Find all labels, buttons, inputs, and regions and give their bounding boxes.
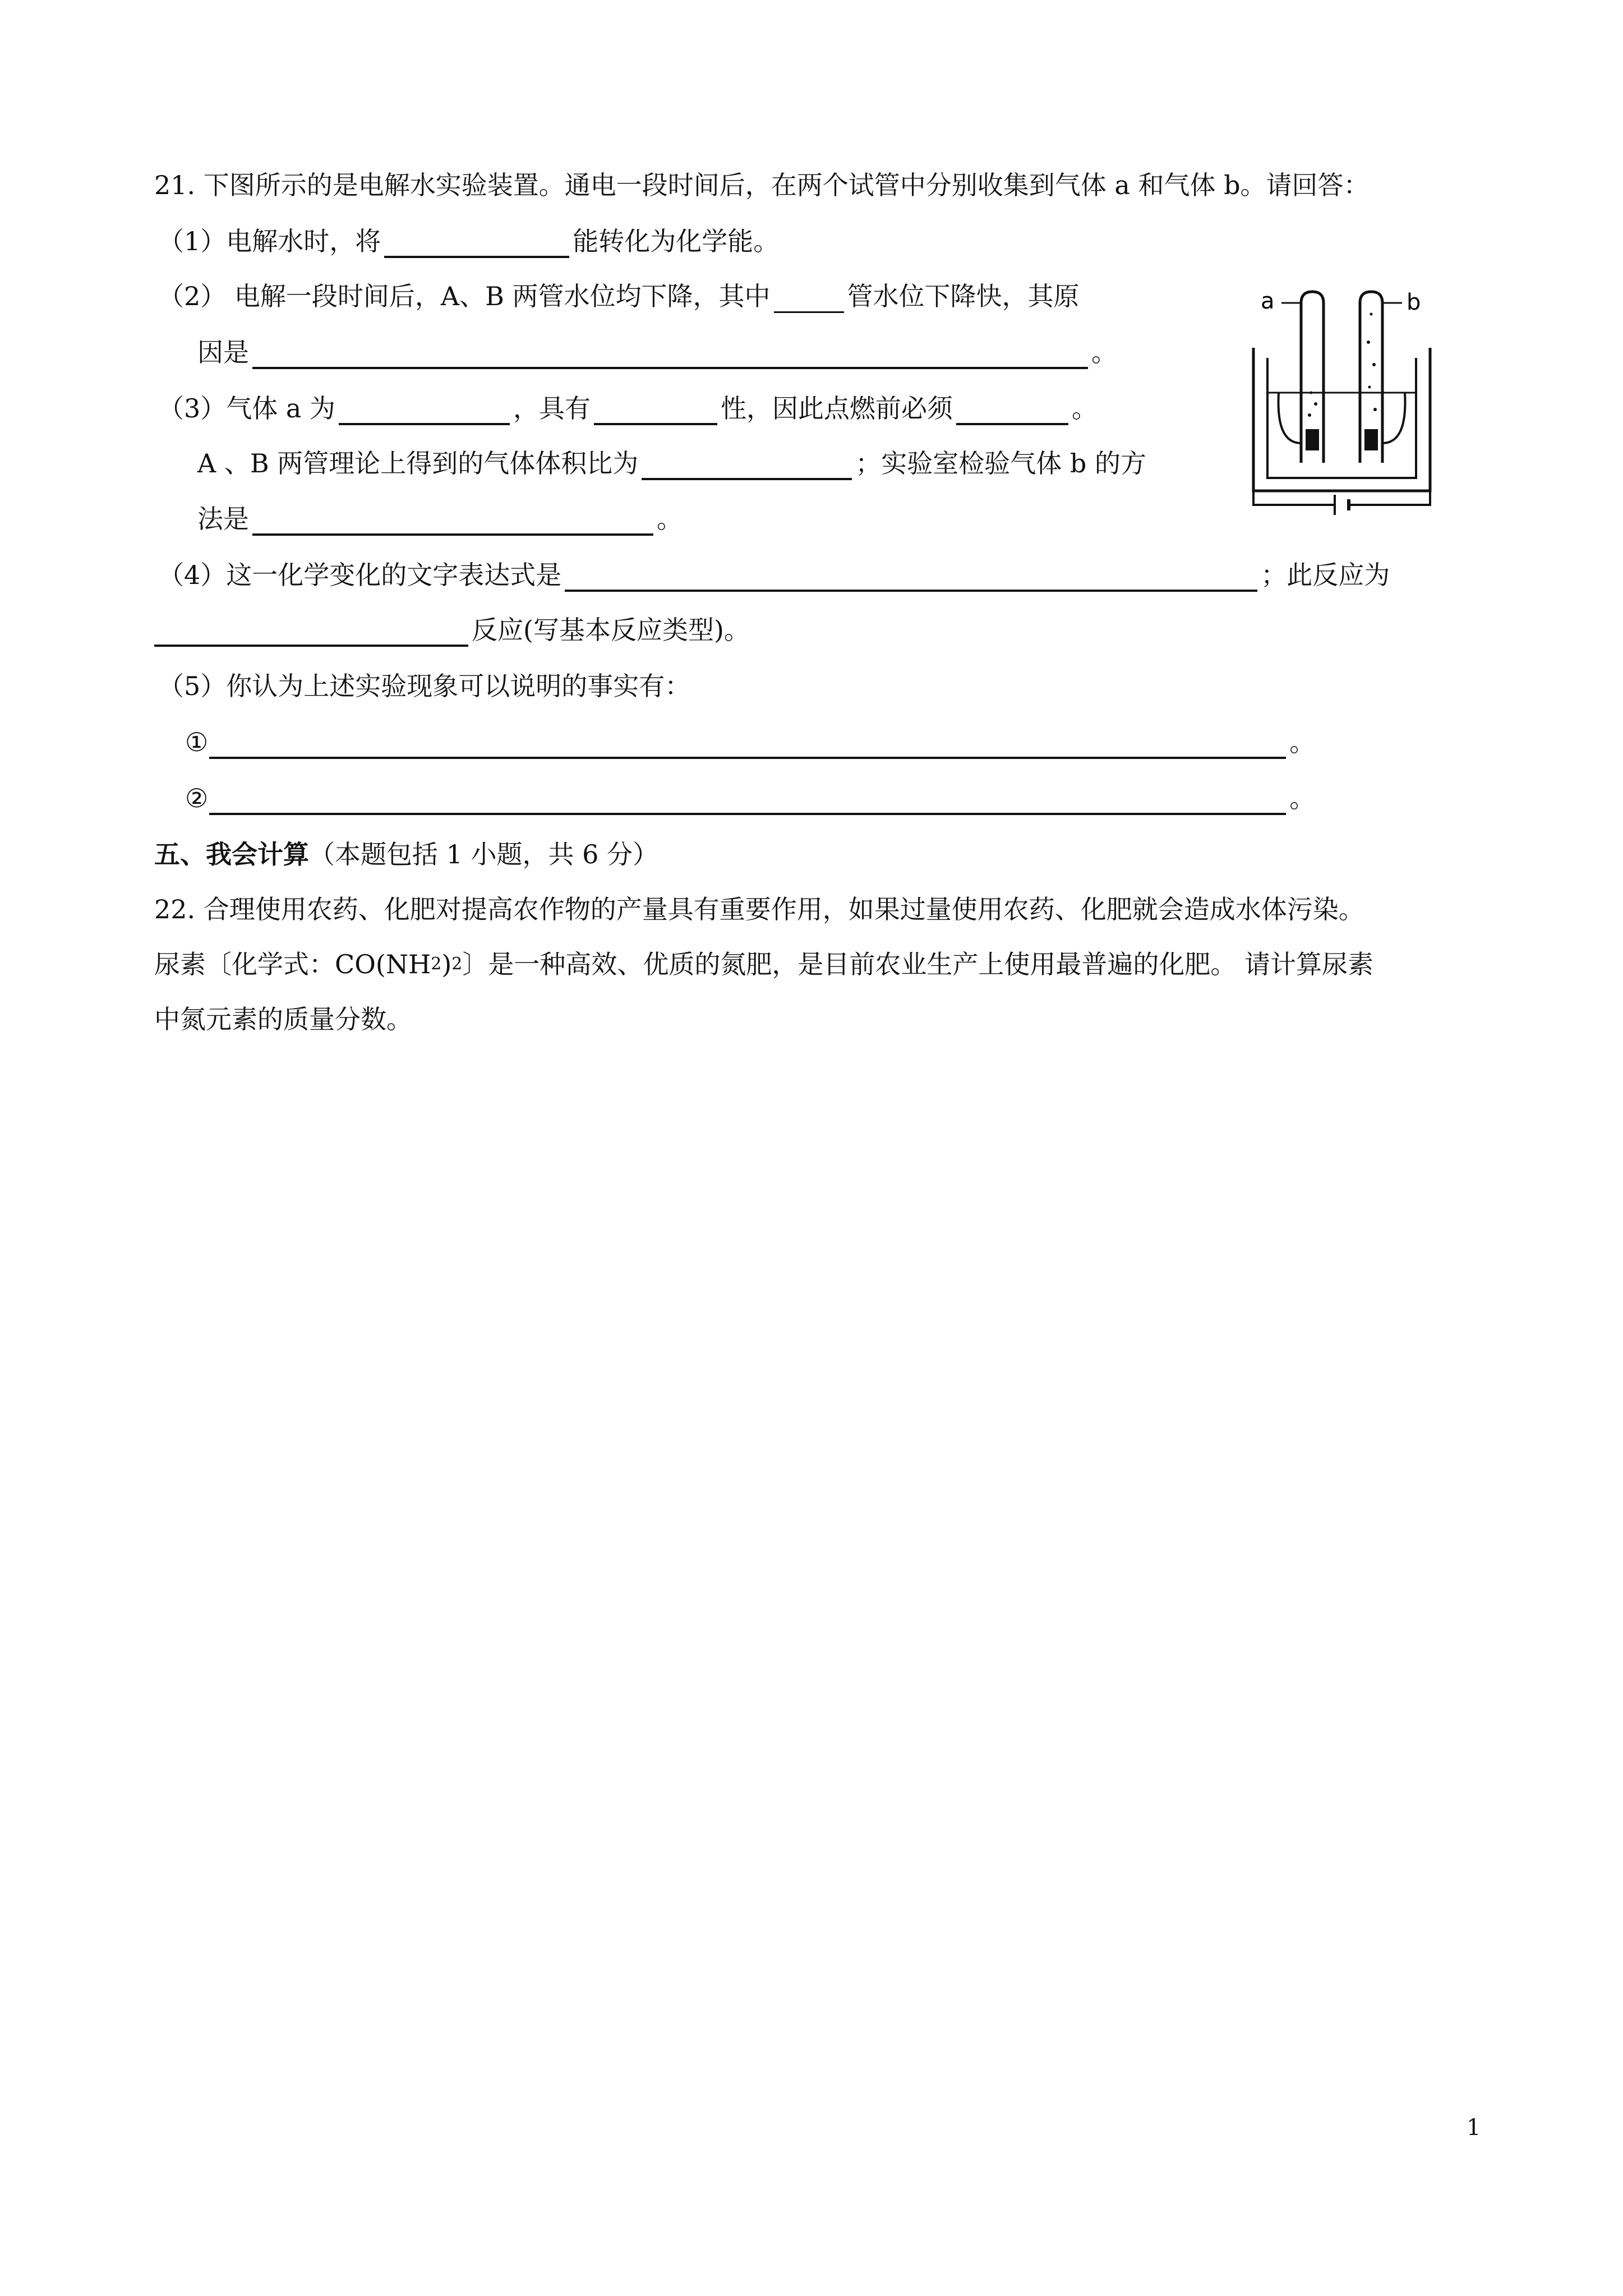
q21-part4: （4）这一化学变化的文字表达式是 ；此反应为 — [158, 558, 1390, 592]
page-number: 1 — [1467, 2115, 1481, 2141]
label-a: a — [1261, 288, 1275, 314]
answer-blank[interactable] — [384, 231, 569, 258]
section5-heading: 五、我会计算 （本题包括 1 小题，共 6 分） — [154, 839, 659, 869]
q22-line3: 中氮元素的质量分数。 — [154, 1004, 412, 1034]
q21-part2: （2） 电解一段时间后，A、B 两管水位均下降，其中 管水位下降快，其原 — [158, 279, 1080, 313]
q21-stem: 21. 下图所示的是电解水实验装置。通电一段时间后，在两个试管中分别收集到气体 a 和气体 b。请回答： — [154, 170, 1370, 200]
q21-part3-test: 法是 。 — [197, 502, 683, 536]
q21-part5-item1: ① 。 — [185, 725, 1315, 759]
q22-line1: 22. 合理使用农药、化肥对提高农作物的产量具有重要作用，如果过量使用农药、化肥就会造成水体污染。 — [154, 894, 1364, 924]
answer-blank[interactable] — [594, 398, 717, 425]
answer-blank[interactable] — [252, 342, 1088, 369]
answer-blank[interactable] — [642, 453, 852, 480]
q21-part2-reason: 因是 。 — [197, 335, 1117, 369]
q21-part3-ratio: A 、B 两管理论上得到的气体体积比为 ；实验室检验气体 b 的方 — [197, 447, 1146, 480]
answer-blank[interactable] — [252, 509, 653, 536]
q21-part3: （3）气体 a 为 ，具有 性，因此点燃前必须 。 — [158, 392, 1098, 425]
answer-blank[interactable] — [154, 620, 468, 647]
q21-part5: （5）你认为上述实验现象可以说明的事实有： — [158, 671, 691, 701]
q21-part1: （1）电解水时，将 能转化为化学能。 — [158, 224, 779, 258]
answer-blank[interactable] — [774, 287, 844, 313]
answer-blank[interactable] — [209, 732, 1286, 759]
answer-blank[interactable] — [339, 398, 510, 425]
q21-part5-item2: ② 。 — [185, 781, 1315, 815]
label-b: b — [1407, 289, 1421, 315]
answer-blank[interactable] — [209, 788, 1286, 815]
q22-line2: 尿素〔化学式：CO(NH 2 ) 2 〕是一种高效、优质的氮肥，是目前农业生产上使用最普遍的化肥。 请计算尿素 — [154, 949, 1373, 979]
answer-blank[interactable] — [956, 398, 1068, 425]
q21-part4-type: 反应(写基本反应类型)。 — [154, 613, 750, 647]
answer-blank[interactable] — [565, 565, 1257, 592]
electrolysis-apparatus-figure — [1245, 280, 1481, 516]
